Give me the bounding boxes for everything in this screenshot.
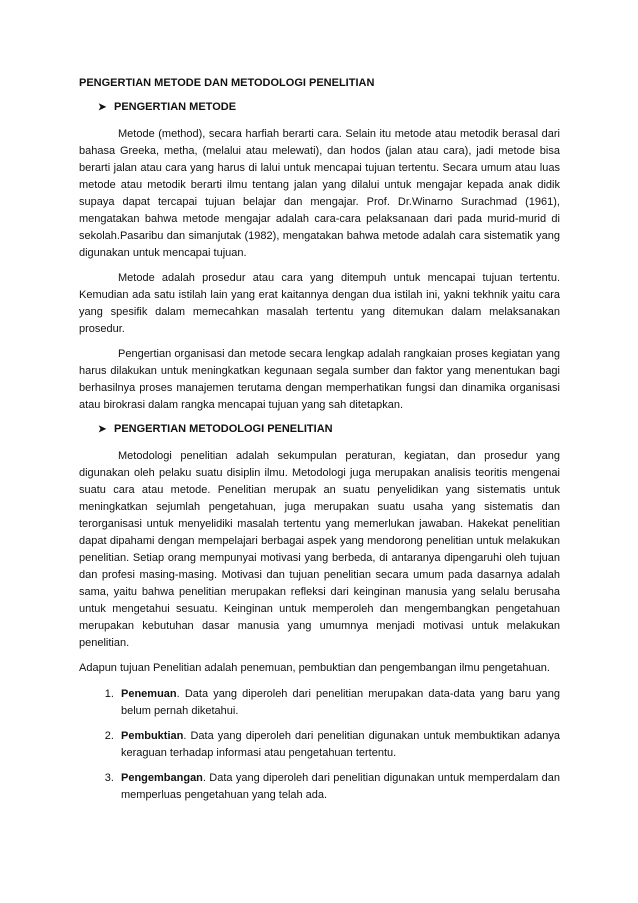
document-content <box>79 76 560 804</box>
section-heading-label: PENGERTIAN METODE <box>114 101 237 113</box>
document-title: PENGERTIAN METODE DAN METODOLOGI PENELITIAN <box>79 77 375 89</box>
paragraph: Metodologi penelitian adalah sekumpulan peraturan, kegiatan, dan prosedur yang digunakan oleh pelaku suatu disiplin ilmu. Metodologi juga merupakan analisis teoritis mengenai suatu cara atau metode. Penelitian merupak an suatu penyelidikan yang sistematis untuk meningkatkan sejumlah pengetahuan, juga merupakan suatu usaha yang sistematis dan terorganisasi untuk menyelidiki masalah tertentu yang memerlukan jawaban. Hakekat penelitian dapat dipahami dengan mempelajari berbagai aspek yang mendorong penelitian untuk melakukan penelitian. Setiap orang mempunyai motivasi yang berbeda, di antaranya dipengaruhi oleh tujuan dan profesi masing-masing. Motivasi dan tujuan penelitian secara umum pada dasarnya adalah sama, yaitu bahwa penelitian merupakan refleksi dari keinginan manusia yang selalu berusaha untuk mengetahui sesuatu. Keinginan untuk memperoleh dan mengembangkan pengetahuan merupakan kebutuhan dasar manusia yang umumnya menjadi motivasi untuk melakukan penelitian. <box>79 450 560 649</box>
list-item <box>117 728 560 762</box>
list-item <box>117 770 560 804</box>
paragraph: Metode (method), secara harfiah berarti cara. Selain itu metode atau metodik berasal dari bahasa Greeka, metha, (melalui atau melewati), dan hodos (jalan atau cara), jadi metode bisa berarti jalan atau cara yang harus di lalui untuk mencapai tujuan tertentu. Secara umum atau luas metode atau metodik berarti ilmu tentang jalan yang dilalui untuk mengajar kepada anak didik supaya dapat tercapai tujuan belajar dan mengajar. Prof. Dr.Winarno Surachmad (1961), mengatakan bahwa metode mengajar adalah cara-cara pelaksanaan dari pada murid-murid di sekolah.Pasaribu dan simanjutak (1982), mengatakan bahwa metode adalah cara sistematik yang digunakan untuk mencapai tujuan. <box>79 128 560 259</box>
paragraph: Pengertian organisasi dan metode secara lengkap adalah rangkaian proses kegiatan yang harus dilakukan untuk meningkatkan kegunaan segala sumber dan faktor yang menentukan bagi berhasilnya proses manajemen terutama dengan memperhatikan fungsi dan dinamika organisasi atau birokrasi dalam rangka mencapai tujuan yang sah ditetapkan. <box>79 348 560 411</box>
goal-text: . Data yang diperoleh dari penelitian digunakan untuk memperdalam dan memperluas pengetahuan yang telah ada. <box>121 772 560 801</box>
arrowhead-bullet-icon: ➤ <box>98 424 107 435</box>
section-heading-metodologi <box>79 422 560 437</box>
goal-text: . Data yang diperoleh dari penelitian merupakan data-data yang baru yang belum pernah diketahui. <box>121 688 560 717</box>
arrowhead-bullet-icon: ➤ <box>98 102 107 113</box>
goal-term: Penemuan <box>121 688 177 700</box>
goals-intro: Adapun tujuan Penelitian adalah penemuan, pembuktian dan pengembangan ilmu pengetahuan. <box>79 662 550 674</box>
goal-term: Pengembangan <box>121 772 203 784</box>
section-heading-label: PENGERTIAN METODOLOGI PENELITIAN <box>114 423 333 435</box>
goal-term: Pembuktian <box>121 730 184 742</box>
goal-text: . Data yang diperoleh dari penelitian digunakan untuk membuktikan adanya keraguan terhadap informasi atau pengetahuan tertentu. <box>121 730 560 759</box>
goals-list <box>79 686 560 804</box>
paragraph: Metode adalah prosedur atau cara yang ditempuh untuk mencapai tujuan tertentu. Kemudian ada satu istilah lain yang erat kaitannya dengan dua istilah ini, yakni tekhnik yaitu cara yang spesifik dalam memecahkan masalah tertentu yang ditemukan dalam melaksanakan prosedur. <box>79 272 560 335</box>
list-item <box>117 686 560 720</box>
section-heading-metode <box>79 100 560 115</box>
